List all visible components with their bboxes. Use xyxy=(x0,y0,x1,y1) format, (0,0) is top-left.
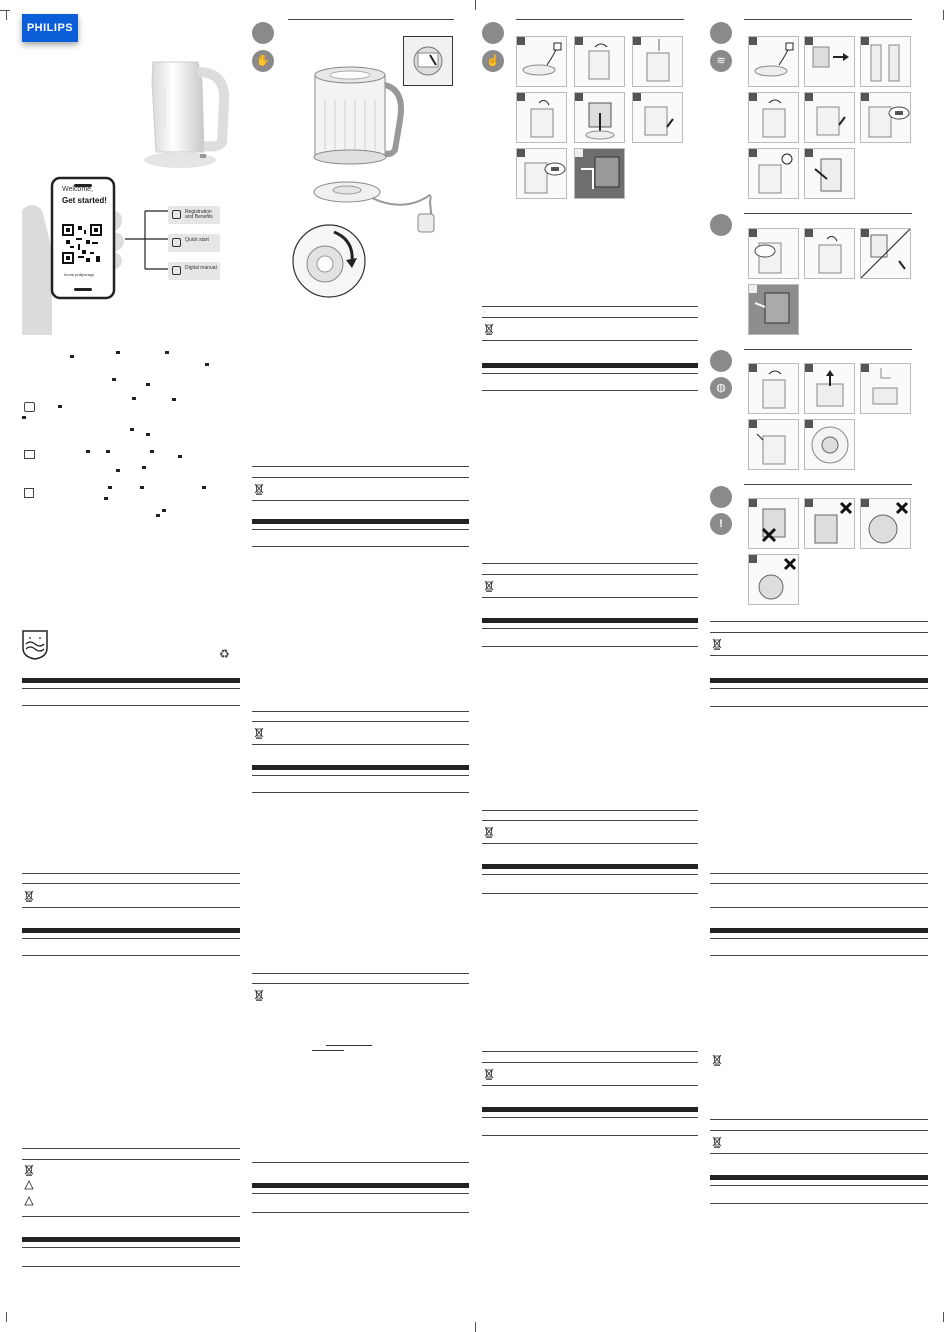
section-rule xyxy=(252,792,469,793)
section-rule xyxy=(252,775,469,776)
section-rule xyxy=(482,628,698,629)
kettle-diagram xyxy=(300,60,410,170)
section-rule xyxy=(710,632,928,633)
text-mark xyxy=(106,450,110,453)
section-rule xyxy=(482,340,698,341)
text-mark xyxy=(116,469,120,472)
section-rule xyxy=(252,546,469,547)
weee-bin-icon xyxy=(712,638,722,650)
section-rule xyxy=(482,646,698,647)
section-rule xyxy=(252,711,469,712)
section-rule xyxy=(252,744,469,745)
step-4-circle xyxy=(710,214,732,236)
text-mark xyxy=(156,514,160,517)
section-rule xyxy=(710,706,928,707)
step-6-thumb-4 xyxy=(748,554,799,605)
text-mark xyxy=(142,466,146,469)
step-3-thumb-8 xyxy=(804,148,855,199)
step-3-thumb-7 xyxy=(748,148,799,199)
callout-registration[interactable] xyxy=(168,206,220,224)
video-icon xyxy=(24,450,35,459)
section-rule xyxy=(482,820,698,821)
text-mark xyxy=(22,416,26,419)
step-6-thumb-1 xyxy=(748,498,799,549)
step-1-circle xyxy=(252,22,274,44)
text-mark xyxy=(70,355,74,358)
weee-bin-icon xyxy=(24,1164,34,1176)
section-rule xyxy=(710,1153,928,1154)
section-rule xyxy=(482,810,698,811)
text-mark xyxy=(146,383,150,386)
recycle-triangle-icon xyxy=(24,1196,34,1208)
text-mark xyxy=(162,509,166,512)
section-rule xyxy=(22,1237,240,1242)
section-rule xyxy=(252,466,469,467)
section-rule xyxy=(516,19,684,20)
step-6-thumb-2 xyxy=(804,498,855,549)
clean-icon: ◍ xyxy=(710,377,732,399)
step-4-thumb-3 xyxy=(860,228,911,279)
section-rule xyxy=(482,363,698,368)
section-rule xyxy=(482,1107,698,1112)
section-rule xyxy=(252,519,469,524)
section-rule xyxy=(22,907,240,908)
section-rule xyxy=(710,621,928,622)
section-rule xyxy=(252,721,469,722)
underline-link[interactable] xyxy=(326,1045,372,1046)
section-rule xyxy=(22,1266,240,1267)
phone-get-started-text: Get started! xyxy=(62,196,107,205)
section-rule xyxy=(252,765,469,770)
callout-digital-manual[interactable] xyxy=(168,262,220,280)
video-icon xyxy=(172,238,181,247)
section-rule xyxy=(252,1212,469,1213)
section-rule xyxy=(22,1247,240,1248)
section-rule xyxy=(482,597,698,598)
section-rule xyxy=(482,563,698,564)
section-rule xyxy=(482,618,698,623)
callout-connector xyxy=(125,205,170,275)
section-rule xyxy=(22,1148,240,1149)
section-rule xyxy=(252,1183,469,1188)
section-rule xyxy=(482,1135,698,1136)
section-rule xyxy=(710,873,928,874)
section-rule xyxy=(252,529,469,530)
recycle-icon: ♻ xyxy=(219,647,230,661)
weee-bin-icon xyxy=(484,323,494,335)
weee-bin-icon xyxy=(254,483,264,495)
text-mark xyxy=(140,486,144,489)
philips-shield-logo xyxy=(22,630,48,660)
section-rule xyxy=(252,1193,469,1194)
text-mark xyxy=(104,497,108,500)
section-rule xyxy=(710,1185,928,1186)
section-rule xyxy=(482,1051,698,1052)
text-mark xyxy=(58,405,62,408)
text-mark xyxy=(130,428,134,431)
step-3-thumb-2 xyxy=(804,36,855,87)
callout-digital-manual-label: Digital manual xyxy=(185,265,217,271)
text-mark xyxy=(108,486,112,489)
section-rule xyxy=(710,1130,928,1131)
text-mark xyxy=(150,450,154,453)
step-6-circle xyxy=(710,486,732,508)
section-rule xyxy=(22,688,240,689)
step-2-thumb-3 xyxy=(632,36,683,87)
crop-mark-bl xyxy=(6,1312,7,1322)
callout-quick-start[interactable] xyxy=(168,234,220,252)
section-rule xyxy=(22,928,240,933)
kettle-photo xyxy=(138,52,238,172)
callout-quick-start-label: Quick start xyxy=(185,237,209,243)
step-5-circle xyxy=(710,350,732,372)
weee-bin-icon xyxy=(712,1136,722,1148)
hand-icon: ✋ xyxy=(252,50,274,72)
weee-bin-icon xyxy=(712,1054,722,1066)
step-3-thumb-6 xyxy=(860,92,911,143)
section-rule xyxy=(482,843,698,844)
warning-icon: ! xyxy=(710,513,732,535)
text-mark xyxy=(132,397,136,400)
section-rule xyxy=(482,574,698,575)
step-4-thumb-2 xyxy=(804,228,855,279)
section-rule xyxy=(482,874,698,875)
crop-mark-tl2 xyxy=(0,10,10,11)
touch-icon: ☝ xyxy=(482,50,504,72)
section-rule xyxy=(710,1119,928,1120)
registration-icon xyxy=(172,210,181,219)
weee-bin-icon xyxy=(254,989,264,1001)
step-2-circle xyxy=(482,22,504,44)
filter-inset xyxy=(403,36,453,86)
text-mark xyxy=(146,433,150,436)
section-rule xyxy=(22,955,240,956)
section-rule xyxy=(22,873,240,874)
crop-mark-br xyxy=(943,1312,944,1322)
text-mark xyxy=(112,378,116,381)
step-2-thumb-6 xyxy=(632,92,683,143)
section-rule xyxy=(744,213,912,214)
section-rule xyxy=(22,1159,240,1160)
text-mark xyxy=(116,351,120,354)
section-rule xyxy=(710,655,928,656)
step-3-thumb-4 xyxy=(748,92,799,143)
weee-bin-icon xyxy=(24,890,34,902)
crop-mark-tl xyxy=(6,10,7,20)
section-rule xyxy=(482,864,698,869)
section-rule xyxy=(710,688,928,689)
text-mark xyxy=(172,398,176,401)
philips-logo: PHILIPS xyxy=(22,14,78,42)
weee-bin-icon xyxy=(254,727,264,739)
section-rule xyxy=(482,306,698,307)
section-rule xyxy=(710,928,928,933)
section-rule xyxy=(22,705,240,706)
section-rule xyxy=(710,1175,928,1180)
recycle-triangle-icon xyxy=(24,1180,34,1192)
step-2-thumb-4 xyxy=(516,92,567,143)
step-3-thumb-1 xyxy=(748,36,799,87)
section-rule xyxy=(710,678,928,683)
section-rule xyxy=(744,349,912,350)
step-2-thumb-5 xyxy=(574,92,625,143)
text-mark xyxy=(165,351,169,354)
qr-code[interactable] xyxy=(62,224,102,264)
crop-mark-tm xyxy=(475,0,476,10)
crop-mark-tr xyxy=(943,10,944,20)
underline-link[interactable] xyxy=(312,1050,344,1051)
section-rule xyxy=(252,973,469,974)
section-rule xyxy=(710,938,928,939)
text-mark xyxy=(202,486,206,489)
section-rule xyxy=(482,317,698,318)
step-2-thumb-1 xyxy=(516,36,567,87)
section-rule xyxy=(744,19,912,20)
section-rule xyxy=(482,1085,698,1086)
text-mark xyxy=(205,363,209,366)
weee-bin-icon xyxy=(484,1068,494,1080)
weee-bin-icon xyxy=(484,580,494,592)
section-rule xyxy=(710,955,928,956)
section-rule xyxy=(22,938,240,939)
section-rule xyxy=(288,19,454,20)
step-5-thumb-1 xyxy=(748,363,799,414)
section-rule xyxy=(252,983,469,984)
step-4-thumb-4 xyxy=(748,284,799,335)
registration-icon xyxy=(24,402,35,412)
descale-icon: ≋ xyxy=(710,50,732,72)
step-5-thumb-5 xyxy=(804,419,855,470)
section-rule xyxy=(252,500,469,501)
text-mark xyxy=(86,450,90,453)
step-2-thumb-2 xyxy=(574,36,625,87)
step-3-thumb-5 xyxy=(804,92,855,143)
section-rule xyxy=(252,1162,469,1163)
callout-registration-label: Registration and Benefits xyxy=(185,209,213,220)
step-2-thumb-7 xyxy=(516,148,567,199)
section-rule xyxy=(710,907,928,908)
text-mark xyxy=(178,455,182,458)
crop-mark-bm xyxy=(475,1322,476,1332)
step-3-thumb-3 xyxy=(860,36,911,87)
section-rule xyxy=(482,893,698,894)
section-rule xyxy=(482,390,698,391)
step-5-thumb-3 xyxy=(860,363,911,414)
phone-welcome-text: Welcome, xyxy=(62,186,93,193)
base-rotation-inset xyxy=(290,222,368,300)
phone-url-text[interactable]: home.philips/app xyxy=(64,272,95,277)
section-rule xyxy=(710,1203,928,1204)
section-rule xyxy=(22,1216,240,1217)
manual-icon xyxy=(172,266,181,275)
section-rule xyxy=(22,678,240,683)
step-2-thumb-8 xyxy=(574,148,625,199)
step-4-thumb-1 xyxy=(748,228,799,279)
section-rule xyxy=(744,484,912,485)
weee-bin-icon xyxy=(484,826,494,838)
section-rule xyxy=(482,373,698,374)
section-rule xyxy=(710,883,928,884)
section-rule xyxy=(482,1117,698,1118)
section-rule xyxy=(22,883,240,884)
step-6-thumb-3 xyxy=(860,498,911,549)
step-3-circle xyxy=(710,22,732,44)
section-rule xyxy=(252,477,469,478)
manual-icon xyxy=(24,488,34,498)
step-5-thumb-4 xyxy=(748,419,799,470)
section-rule xyxy=(482,1062,698,1063)
step-5-thumb-2 xyxy=(804,363,855,414)
